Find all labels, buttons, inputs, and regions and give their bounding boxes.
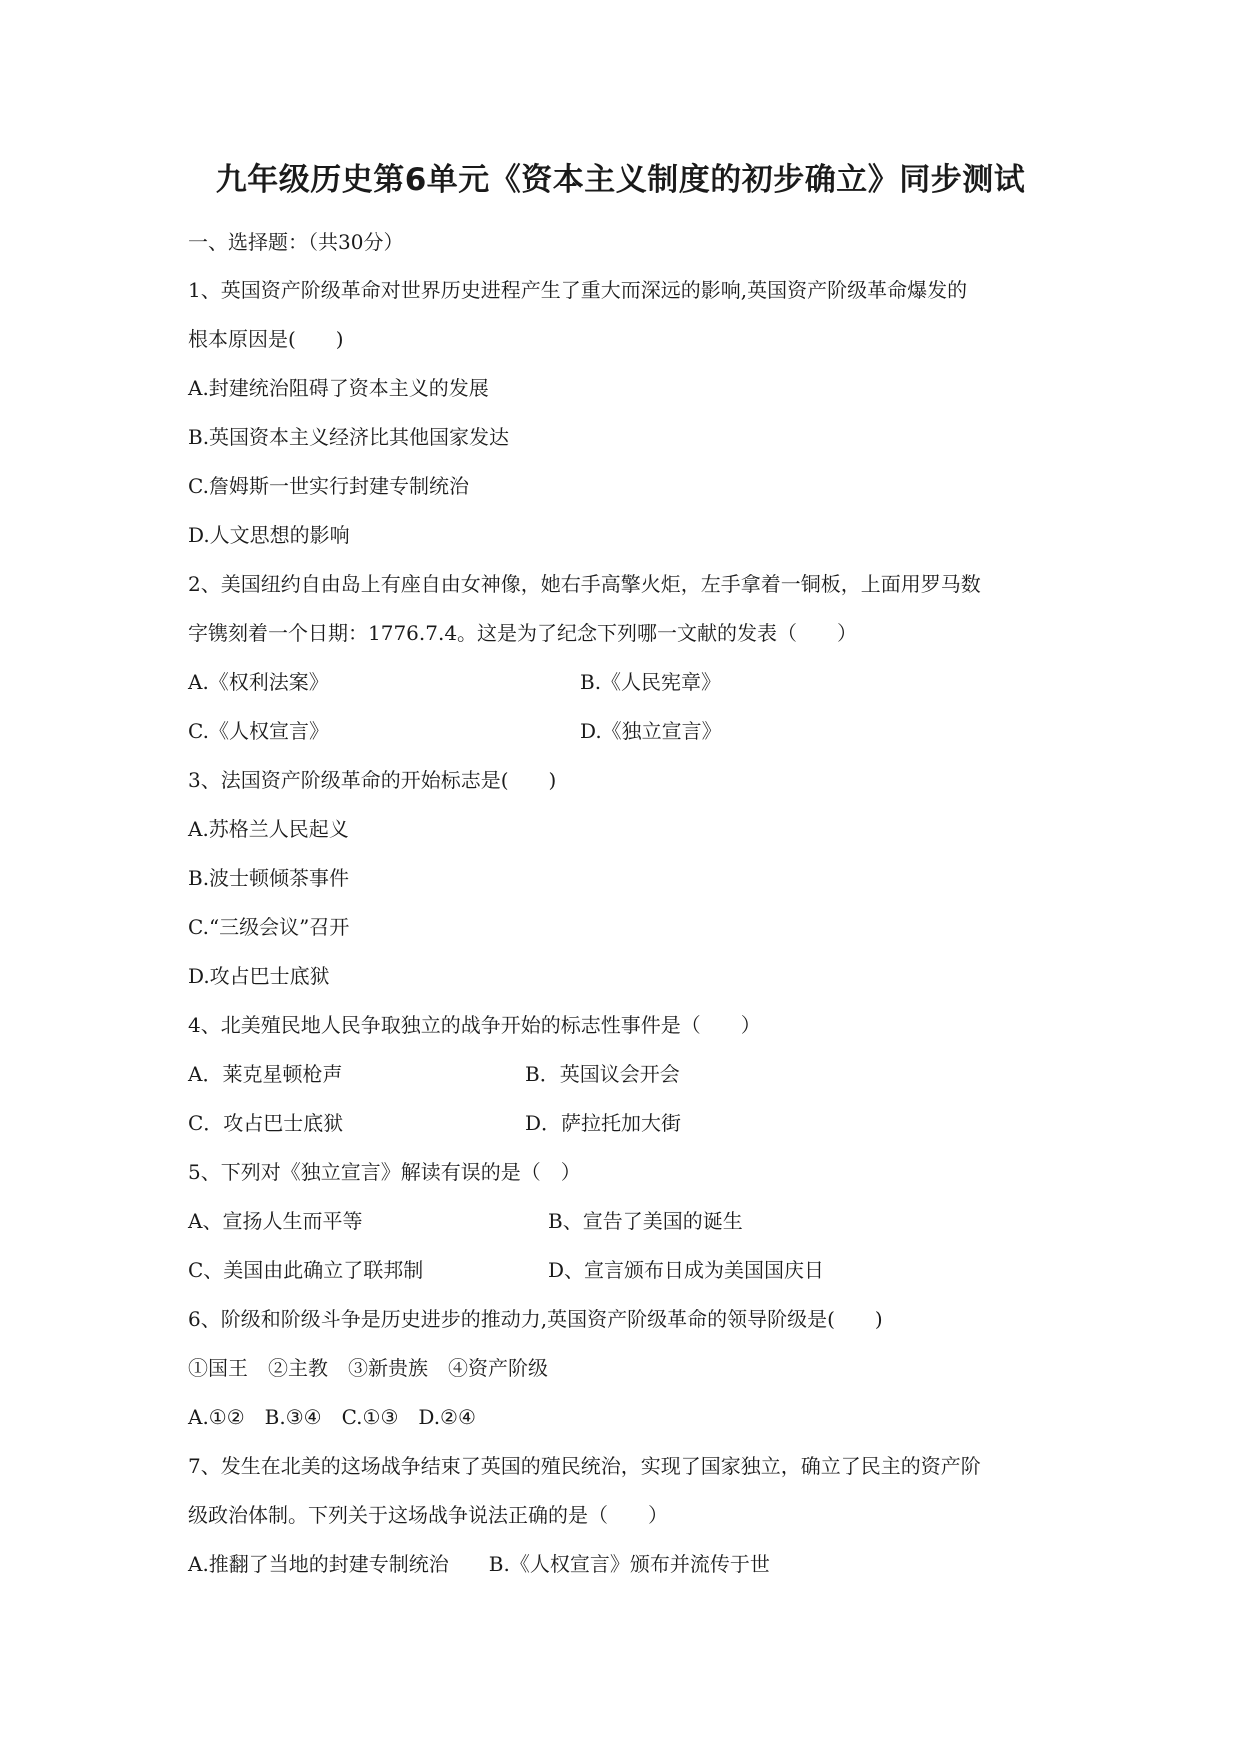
question-7-stem-line-1: 7、发生在北美的这场战争结束了英国的殖民统治，实现了国家独立，确立了民主的资产阶 [188, 1454, 981, 1478]
question-3-option-d: D.攻占巴士底狱 [188, 964, 330, 988]
question-2-option-b: B.《人民宪章》 [580, 670, 722, 694]
question-2-stem-line-1: 2、美国纽约自由岛上有座自由女神像，她右手高擎火炬，左手拿着一铜板，上面用罗马数 [188, 572, 981, 596]
question-6-stem: 6、阶级和阶级斗争是历史进步的推动力,英国资产阶级革命的领导阶级是( ) [188, 1307, 883, 1331]
question-3-option-c: C.“三级会议”召开 [188, 915, 350, 939]
question-1-option-a: A.封建统治阻碍了资本主义的发展 [188, 376, 489, 400]
question-4-option-a: A．莱克星顿枪声 [188, 1062, 343, 1086]
page-title: 九年级历史第6单元《资本主义制度的初步确立》同步测试 [215, 162, 1026, 198]
question-5-stem: 5、下列对《独立宣言》解读有误的是（ ） [188, 1160, 581, 1184]
question-2-option-c: C.《人权宣言》 [188, 719, 329, 743]
question-6-options: A.①② B.③④ C.①③ D.②④ [188, 1405, 476, 1429]
question-3-option-a: A.苏格兰人民起义 [188, 817, 349, 841]
question-2-option-d: D.《独立宣言》 [580, 719, 722, 743]
question-5-option-d: D、宣言颁布日成为美国国庆日 [548, 1258, 825, 1282]
question-5-option-a: A、宣扬人生而平等 [188, 1209, 363, 1233]
question-1-option-c: C.詹姆斯一世实行封建专制统治 [188, 474, 469, 498]
question-2-stem-line-2: 字镌刻着一个日期：1776.7.4。这是为了纪念下列哪一文献的发表（ ） [188, 621, 858, 645]
question-4-stem: 4、北美殖民地人民争取独立的战争开始的标志性事件是（ ） [188, 1013, 761, 1037]
question-7-stem-line-2: 级政治体制。下列关于这场战争说法正确的是（ ） [188, 1503, 668, 1527]
question-5-option-b: B、宣告了美国的诞生 [548, 1209, 743, 1233]
question-4-option-c: C．攻占巴士底狱 [188, 1111, 344, 1135]
question-1-stem-line-1: 1、英国资产阶级革命对世界历史进程产生了重大而深远的影响,英国资产阶级革命爆发的 [188, 278, 968, 302]
question-3-option-b: B.波士顿倾茶事件 [188, 866, 350, 890]
question-1-stem-line-2: 根本原因是( ) [188, 327, 344, 351]
question-3-stem: 3、法国资产阶级革命的开始标志是( ) [188, 768, 557, 792]
question-7-options-ab: A.推翻了当地的封建专制统治 B.《人权宣言》颁布并流传于世 [188, 1552, 770, 1576]
question-5-option-c: C、美国由此确立了联邦制 [188, 1258, 424, 1282]
question-2-option-a: A.《权利法案》 [188, 670, 329, 694]
question-1-option-b: B.英国资本主义经济比其他国家发达 [188, 425, 510, 449]
question-4-option-b: B．英国议会开会 [525, 1062, 680, 1086]
question-1-option-d: D.人文思想的影响 [188, 523, 350, 547]
section-heading: 一、选择题：（共30分） [188, 230, 404, 254]
question-6-items: ①国王 ②主教 ③新贵族 ④资产阶级 [188, 1356, 548, 1380]
question-4-option-d: D．萨拉托加大街 [525, 1111, 682, 1135]
